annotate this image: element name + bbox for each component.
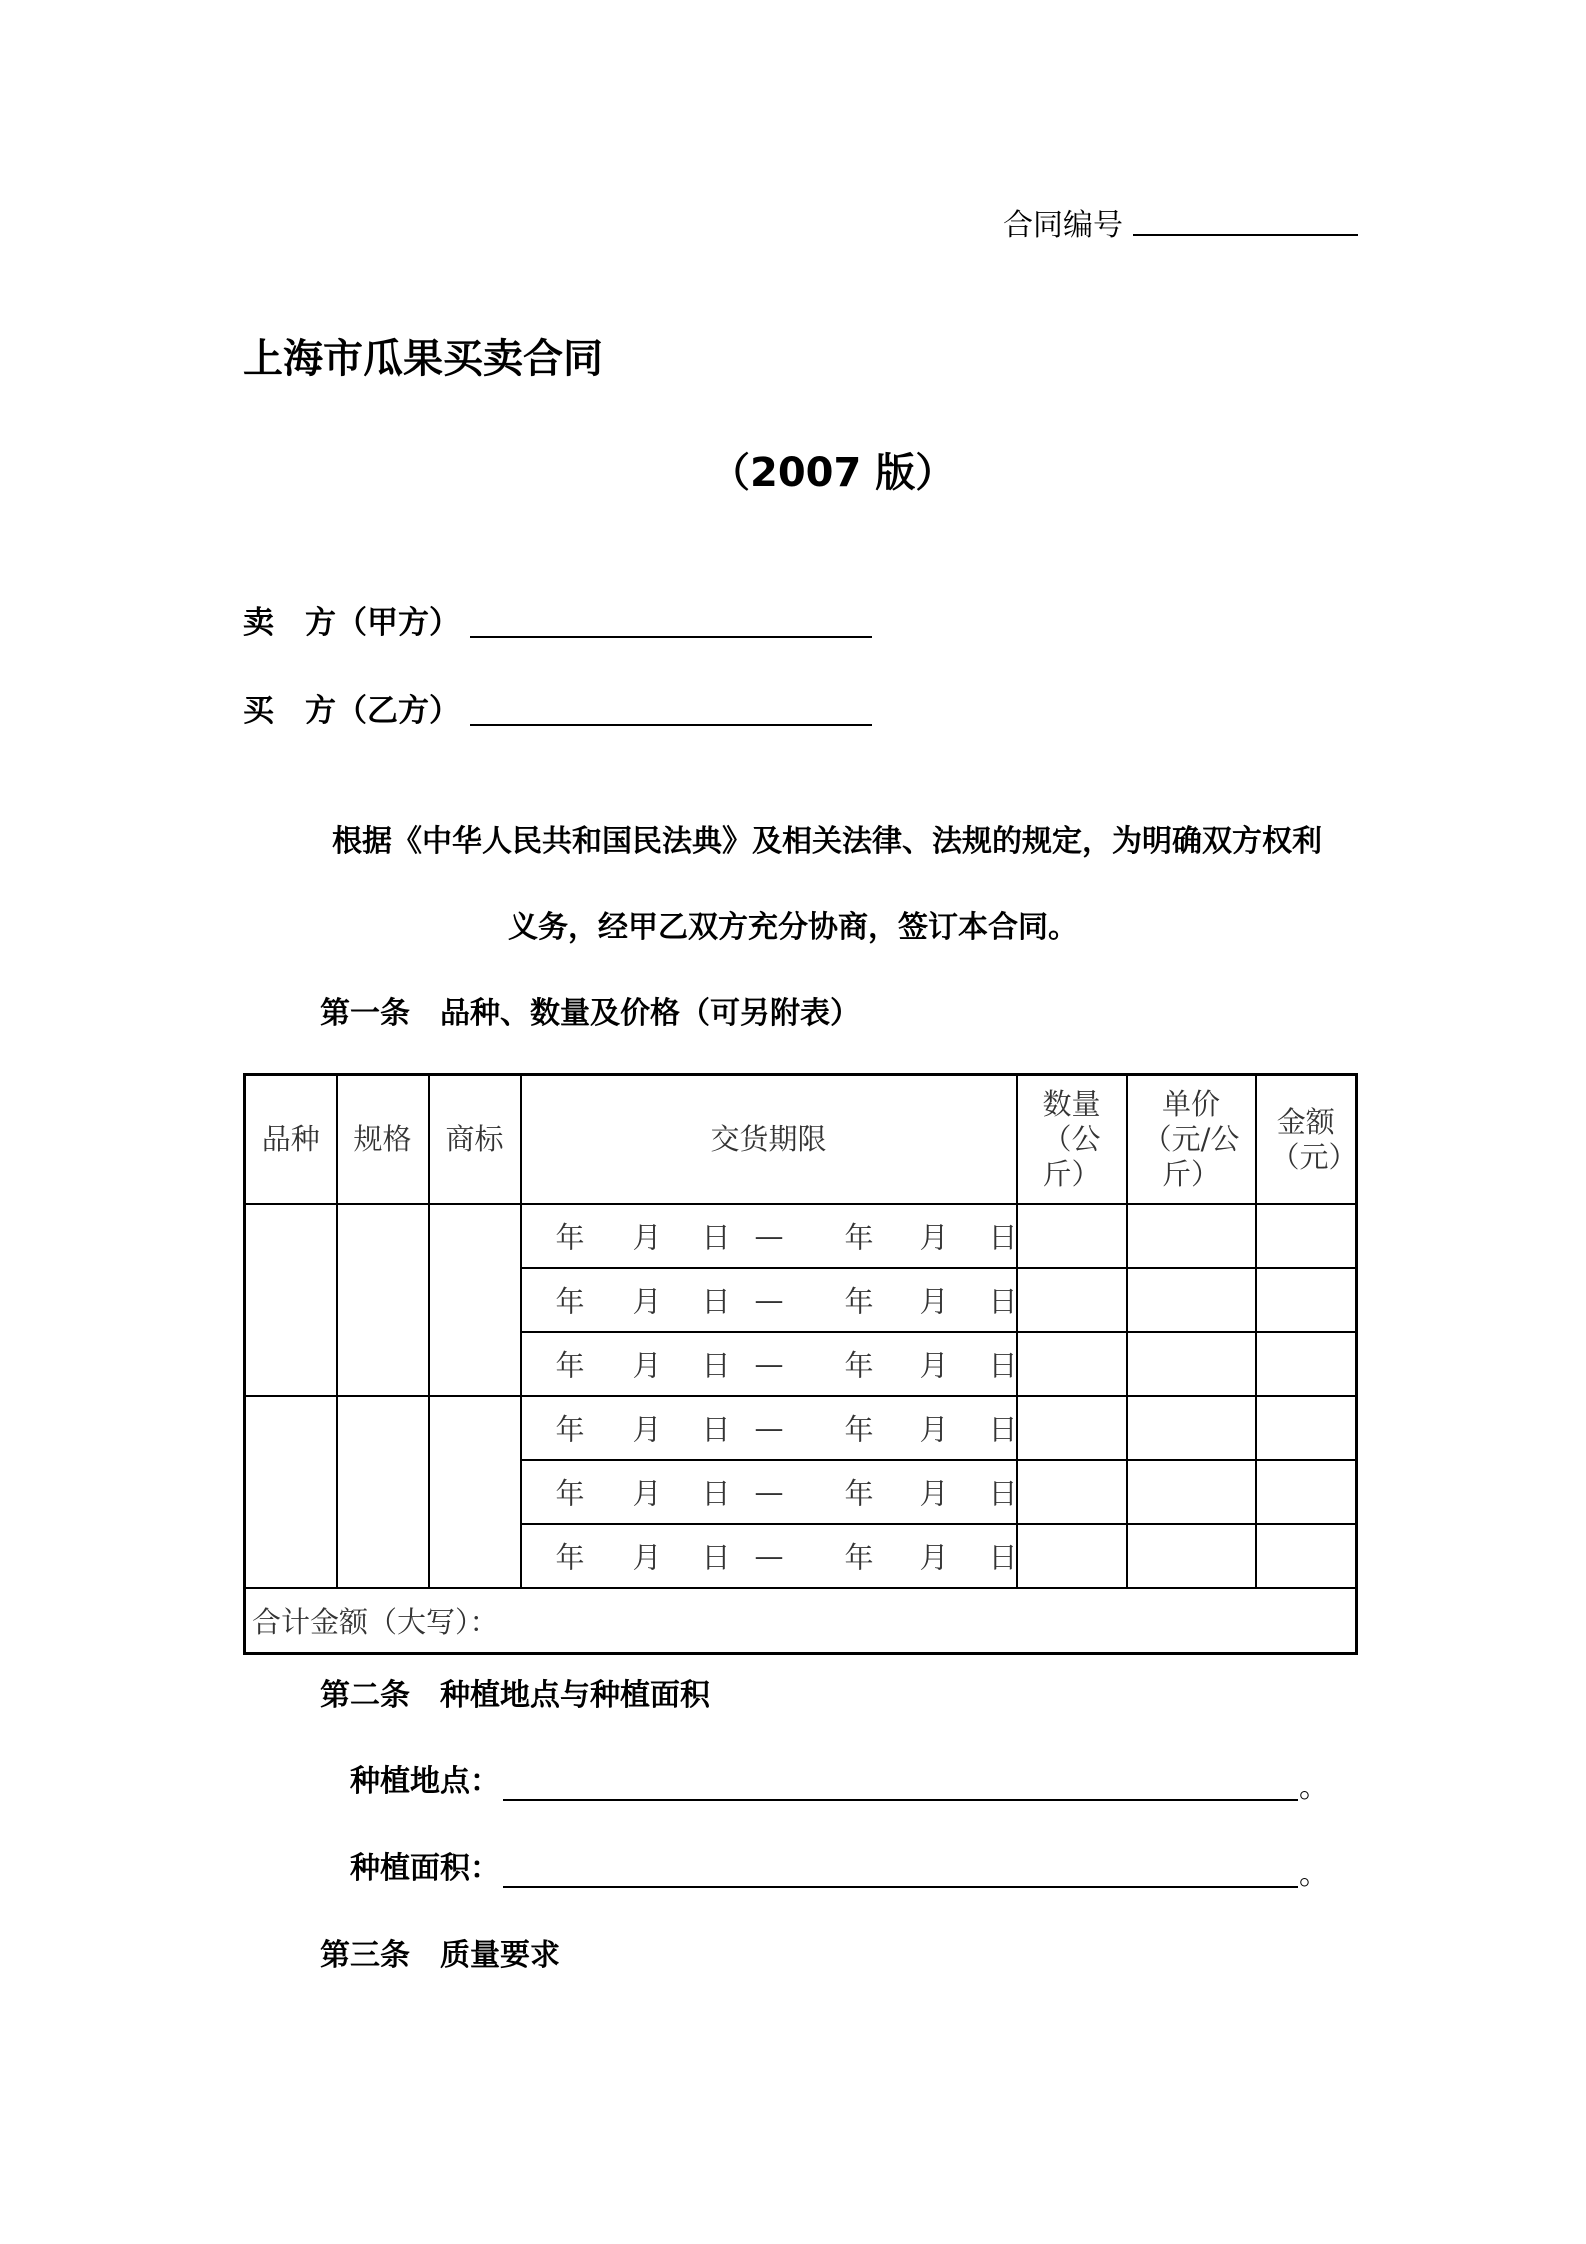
unit-price-cell[interactable] bbox=[1127, 1332, 1256, 1396]
date-dash-text: — bbox=[754, 1219, 784, 1253]
header-delivery: 交货期限 bbox=[521, 1075, 1017, 1205]
brand-cell[interactable] bbox=[429, 1204, 521, 1396]
table-total-row bbox=[245, 1588, 1357, 1654]
spec-cell[interactable] bbox=[337, 1396, 429, 1588]
header-unit-price: 单价（元/公斤） bbox=[1127, 1075, 1256, 1205]
buyer-label: 买 方（乙方） bbox=[243, 693, 460, 729]
article-1-heading: 第一条 品种、数量及价格（可另附表） bbox=[320, 996, 860, 1031]
date-month-text: 月 bbox=[919, 1476, 949, 1511]
date-dash-text: — bbox=[754, 1539, 784, 1573]
article-2-heading: 第二条 种植地点与种植面积 bbox=[320, 1678, 710, 1713]
date-dash-text: — bbox=[754, 1475, 784, 1509]
price-table bbox=[243, 1073, 1358, 1655]
contract-number-label: 合同编号 bbox=[1003, 208, 1123, 243]
date-day-text: 日 bbox=[701, 1412, 731, 1447]
date-year-text: 年 bbox=[555, 1220, 585, 1255]
intro-paragraph-line: 义务，经甲乙双方充分协商，签订本合同。 bbox=[508, 910, 1078, 945]
planting-location-label: 种植地点： bbox=[350, 1764, 500, 1799]
period-mark: 。 bbox=[1299, 1857, 1329, 1892]
unit-price-cell[interactable] bbox=[1127, 1460, 1256, 1524]
delivery-date-cell[interactable] bbox=[521, 1460, 1017, 1524]
delivery-date-cell[interactable] bbox=[521, 1332, 1017, 1396]
brand-cell[interactable] bbox=[429, 1396, 521, 1588]
document-edition: （2007 版） bbox=[710, 450, 956, 496]
article-3-heading: 第三条 质量要求 bbox=[320, 1938, 560, 1973]
header-spec: 规格 bbox=[337, 1075, 429, 1205]
amount-cell[interactable] bbox=[1256, 1524, 1357, 1588]
period-mark: 。 bbox=[1299, 1770, 1329, 1805]
date-month-text: 月 bbox=[632, 1476, 662, 1511]
date-month-text: 月 bbox=[632, 1220, 662, 1255]
date-month-text: 月 bbox=[632, 1284, 662, 1319]
amount-cell[interactable] bbox=[1256, 1268, 1357, 1332]
variety-cell[interactable] bbox=[245, 1204, 337, 1396]
date-day-text: 日 bbox=[988, 1412, 1018, 1447]
unit-price-cell[interactable] bbox=[1127, 1524, 1256, 1588]
date-month-text: 月 bbox=[919, 1220, 949, 1255]
date-year-text: 年 bbox=[555, 1284, 585, 1319]
header-quantity: 数量（公斤） bbox=[1017, 1075, 1127, 1205]
quantity-cell[interactable] bbox=[1017, 1204, 1127, 1268]
table-header-row bbox=[245, 1075, 1357, 1205]
date-month-text: 月 bbox=[632, 1540, 662, 1575]
quantity-cell[interactable] bbox=[1017, 1396, 1127, 1460]
date-month-text: 月 bbox=[919, 1412, 949, 1447]
date-day-text: 日 bbox=[988, 1476, 1018, 1511]
header-variety: 品种 bbox=[245, 1075, 337, 1205]
unit-price-cell[interactable] bbox=[1127, 1204, 1256, 1268]
unit-price-cell[interactable] bbox=[1127, 1396, 1256, 1460]
date-year-text: 年 bbox=[555, 1412, 585, 1447]
delivery-date-cell[interactable] bbox=[521, 1396, 1017, 1460]
seller-field[interactable] bbox=[470, 636, 872, 638]
date-day-text: 日 bbox=[988, 1284, 1018, 1319]
delivery-date-cell[interactable] bbox=[521, 1268, 1017, 1332]
date-month-text: 月 bbox=[919, 1348, 949, 1383]
date-day-text: 日 bbox=[701, 1220, 731, 1255]
date-day-text: 日 bbox=[988, 1348, 1018, 1383]
date-month-text: 月 bbox=[632, 1412, 662, 1447]
document-title: 上海市瓜果买卖合同 bbox=[243, 336, 603, 382]
planting-location-field[interactable] bbox=[503, 1799, 1298, 1801]
date-day-text: 日 bbox=[701, 1348, 731, 1383]
date-dash-text: — bbox=[754, 1411, 784, 1445]
buyer-field[interactable] bbox=[470, 724, 872, 726]
intro-paragraph-line: 根据《中华人民共和国民法典》及相关法律、法规的规定，为明确双方权利 bbox=[332, 824, 1322, 859]
date-dash-text: — bbox=[754, 1283, 784, 1317]
total-amount-label[interactable]: 合计金额（大写）： bbox=[245, 1588, 1357, 1654]
date-year-text: 年 bbox=[844, 1348, 874, 1383]
table-row bbox=[245, 1204, 1357, 1268]
header-amount: 金额（元） bbox=[1256, 1075, 1357, 1205]
date-month-text: 月 bbox=[919, 1284, 949, 1319]
delivery-date-cell[interactable] bbox=[521, 1204, 1017, 1268]
seller-label: 卖 方（甲方） bbox=[243, 605, 460, 641]
delivery-date-cell[interactable] bbox=[521, 1524, 1017, 1588]
date-day-text: 日 bbox=[701, 1540, 731, 1575]
date-day-text: 日 bbox=[701, 1284, 731, 1319]
date-year-text: 年 bbox=[555, 1476, 585, 1511]
date-year-text: 年 bbox=[555, 1348, 585, 1383]
quantity-cell[interactable] bbox=[1017, 1524, 1127, 1588]
spec-cell[interactable] bbox=[337, 1204, 429, 1396]
contract-number-field[interactable] bbox=[1133, 234, 1358, 236]
date-month-text: 月 bbox=[632, 1348, 662, 1383]
unit-price-cell[interactable] bbox=[1127, 1268, 1256, 1332]
amount-cell[interactable] bbox=[1256, 1396, 1357, 1460]
table-row bbox=[245, 1396, 1357, 1460]
date-day-text: 日 bbox=[988, 1220, 1018, 1255]
planting-area-label: 种植面积： bbox=[350, 1851, 500, 1886]
variety-cell[interactable] bbox=[245, 1396, 337, 1588]
date-year-text: 年 bbox=[555, 1540, 585, 1575]
date-day-text: 日 bbox=[988, 1540, 1018, 1575]
amount-cell[interactable] bbox=[1256, 1460, 1357, 1524]
date-year-text: 年 bbox=[844, 1476, 874, 1511]
date-year-text: 年 bbox=[844, 1284, 874, 1319]
date-day-text: 日 bbox=[701, 1476, 731, 1511]
date-year-text: 年 bbox=[844, 1540, 874, 1575]
amount-cell[interactable] bbox=[1256, 1204, 1357, 1268]
date-month-text: 月 bbox=[919, 1540, 949, 1575]
quantity-cell[interactable] bbox=[1017, 1268, 1127, 1332]
header-brand: 商标 bbox=[429, 1075, 521, 1205]
date-dash-text: — bbox=[754, 1347, 784, 1381]
quantity-cell[interactable] bbox=[1017, 1460, 1127, 1524]
date-year-text: 年 bbox=[844, 1412, 874, 1447]
date-year-text: 年 bbox=[844, 1220, 874, 1255]
quantity-cell[interactable] bbox=[1017, 1332, 1127, 1396]
amount-cell[interactable] bbox=[1256, 1332, 1357, 1396]
planting-area-field[interactable] bbox=[503, 1886, 1298, 1888]
